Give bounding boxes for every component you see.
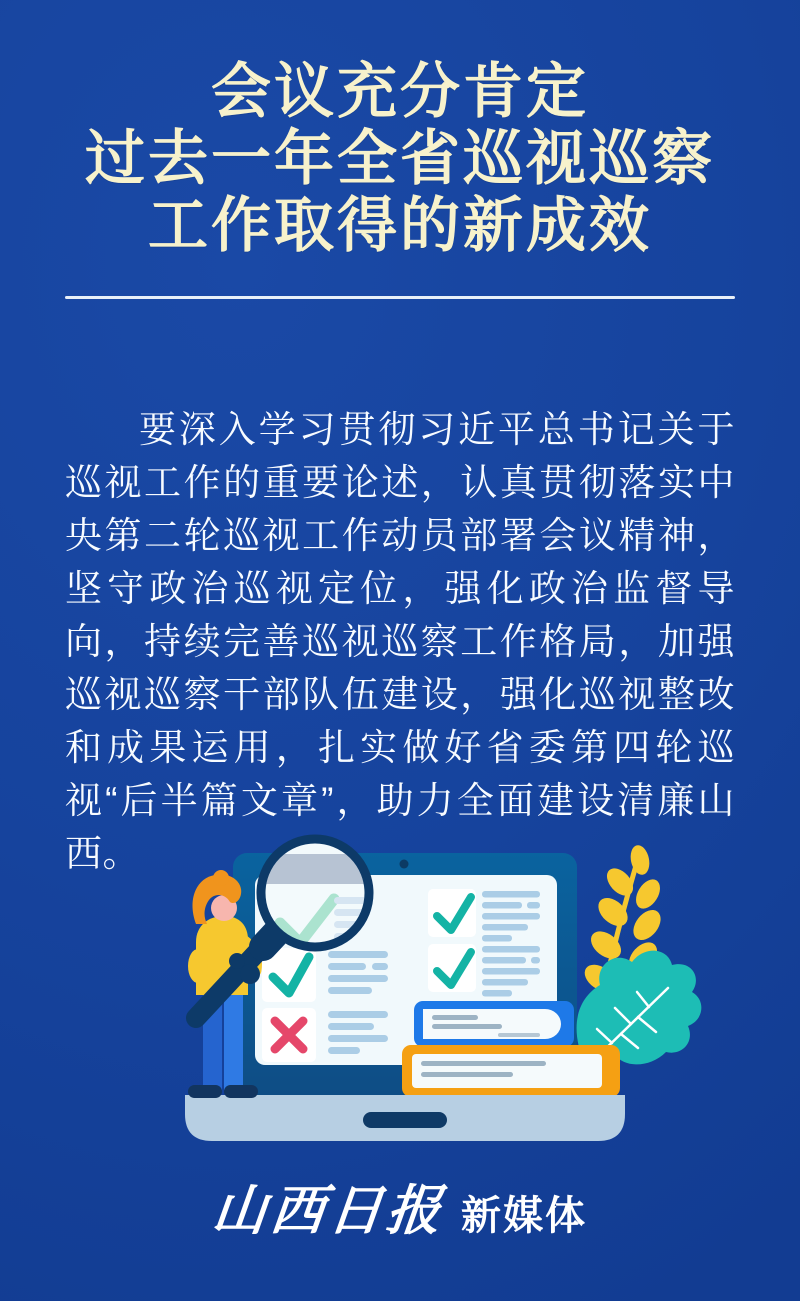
audit-checklist-illustration <box>0 820 800 1150</box>
brand-logo <box>0 1168 800 1245</box>
divider-line <box>65 296 735 299</box>
trackpad-notch <box>363 1112 447 1128</box>
plant-icon <box>577 843 702 1065</box>
hand <box>240 964 260 984</box>
hand <box>229 953 245 969</box>
brand-script-text: 山西日报 <box>209 1178 448 1242</box>
page-title <box>0 58 800 259</box>
title-line-1: 会议充分肯定 <box>211 58 589 125</box>
title-line-2: 过去一年全省巡视巡察 <box>85 125 715 192</box>
brand-suffix-text: 新媒体 <box>461 1194 587 1238</box>
laptop-base <box>185 1095 625 1141</box>
title-line-3: 工作取得的新成效 <box>148 192 652 259</box>
body-paragraph: 要深入学习贯彻习近平总书记关于巡视工作的重要论述，认真贯彻落实中央第二轮巡视工作动员部署会议精神，坚守政治巡视定位，强化政治监督导向，持续完善巡视巡察工作格局，加强巡视巡察干部队伍建设，强化巡视整改和成果运用，扎实做好省委第四轮巡视“后半篇文章”，助力全面建设清廉山西。 <box>65 409 735 874</box>
camera-dot <box>400 860 409 869</box>
